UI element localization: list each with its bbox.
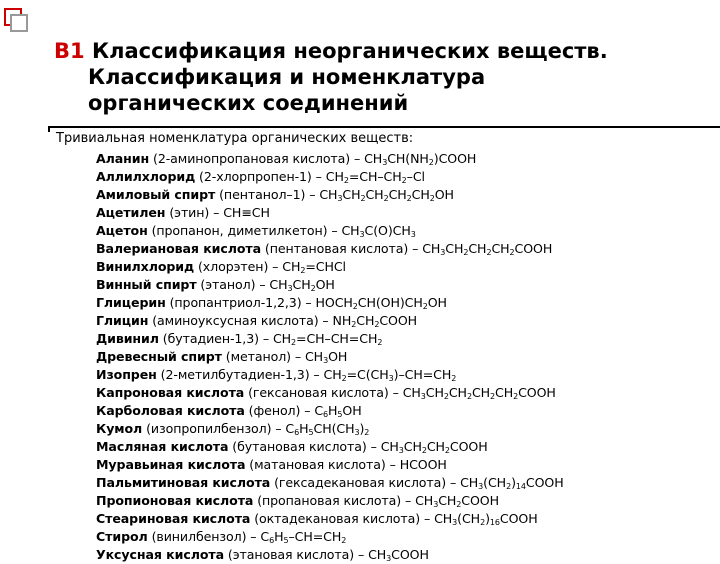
- compound-name: Уксусная кислота: [96, 547, 224, 562]
- formula-subscript: 3: [440, 248, 446, 257]
- compound-description: (этин) –: [165, 205, 224, 220]
- gray-square-icon: [10, 14, 28, 32]
- formula-part: CH: [411, 187, 430, 202]
- compound-description: (гексадекановая кислота) –: [270, 475, 461, 490]
- formula-subscript: 3: [388, 374, 394, 383]
- formula-subscript: 2: [466, 392, 472, 401]
- formula-subscript: 2: [352, 302, 358, 311]
- formula-subscript: 16: [489, 518, 500, 527]
- formula-part: CH: [319, 187, 338, 202]
- formula-part: CH: [402, 385, 421, 400]
- compound-name: Капроновая кислота: [96, 385, 245, 400]
- formula-part: CH(NH: [387, 151, 429, 166]
- formula-subscript: 3: [287, 284, 293, 293]
- compound-name: Муравьиная кислота: [96, 457, 246, 472]
- compound-formula: [282, 259, 346, 274]
- compound-description: (этановая кислота) –: [223, 547, 369, 562]
- formula-part: CH: [468, 241, 487, 256]
- formula-subscript: 2: [343, 176, 349, 185]
- compound-formula: [368, 547, 429, 562]
- formula-subscript: 2: [377, 338, 383, 347]
- compound-name: Древесный спирт: [96, 349, 222, 364]
- formula-subscript: 2: [421, 446, 427, 455]
- formula-part: CH: [438, 493, 457, 508]
- formula-subscript: 2: [506, 482, 512, 491]
- formula-part: CH: [434, 511, 453, 526]
- formula-part: (CH: [457, 511, 481, 526]
- formula-subscript: 2: [509, 248, 515, 257]
- compound-formula: [422, 241, 552, 256]
- compound-description: (аминоуксусная кислота) –: [148, 313, 333, 328]
- formula-part: CH: [282, 259, 301, 274]
- formula-subscript: 3: [382, 158, 388, 167]
- list-item: [96, 366, 716, 384]
- formula-part: CH: [403, 439, 422, 454]
- formula-part: H: [328, 403, 338, 418]
- compound-name: Масляная кислота: [96, 439, 229, 454]
- compound-name: Амиловый спирт: [96, 187, 216, 202]
- formula-part: ): [485, 511, 490, 526]
- compound-description: (пентановая кислота) –: [261, 241, 423, 256]
- compound-formula: [223, 205, 270, 220]
- compound-name: Карболовая кислота: [96, 403, 245, 418]
- formula-part: CH: [380, 439, 399, 454]
- formula-part: CH: [388, 187, 407, 202]
- formula-part: CH: [364, 151, 383, 166]
- formula-part: COOH: [525, 475, 564, 490]
- compound-description: (метанол) –: [221, 349, 305, 364]
- formula-part: C: [285, 421, 295, 436]
- compound-formula: [381, 439, 488, 454]
- compound-name: Ацетон: [96, 223, 148, 238]
- compound-name: Винный спирт: [96, 277, 197, 292]
- compound-description: (бутановая кислота) –: [228, 439, 381, 454]
- formula-subscript: 2: [443, 392, 449, 401]
- formula-subscript: 3: [452, 518, 458, 527]
- formula-subscript: 2: [406, 194, 412, 203]
- formula-subscript: 14: [515, 482, 526, 491]
- compound-name: Глицерин: [96, 295, 166, 310]
- formula-part: CH: [342, 187, 361, 202]
- formula-subscript: 6: [294, 428, 300, 437]
- formula-part: ): [511, 475, 516, 490]
- list-item: [96, 312, 716, 330]
- list-item: [96, 384, 716, 402]
- compound-formula: [305, 349, 347, 364]
- formula-subscript: 2: [401, 176, 407, 185]
- list-item: [96, 474, 716, 492]
- list-item: [96, 294, 716, 312]
- formula-subscript: 3: [323, 356, 329, 365]
- compound-name: Пальмитиновая кислота: [96, 475, 271, 490]
- compound-description: (этанол) –: [196, 277, 270, 292]
- formula-subscript: 2: [456, 500, 462, 509]
- compound-description: (изопропилбензол) –: [142, 421, 286, 436]
- compound-formula: [319, 187, 454, 202]
- compound-formula: [434, 511, 537, 526]
- formula-part: )–CH=CH: [393, 367, 452, 382]
- compound-name: Ацетилен: [96, 205, 166, 220]
- formula-subscript: 5: [308, 428, 314, 437]
- formula-subscript: 3: [354, 428, 360, 437]
- list-item: [96, 330, 716, 348]
- formula-part: COOH: [379, 313, 418, 328]
- formula-part: OH: [328, 349, 348, 364]
- compound-name: Глицин: [96, 313, 149, 328]
- formula-subscript: 2: [341, 536, 347, 545]
- list-item: [96, 204, 716, 222]
- formula-part: C(O)CH: [364, 223, 411, 238]
- formula-part: CH(CH: [313, 421, 355, 436]
- formula-part: CH: [325, 169, 344, 184]
- formula-part: HOCH: [315, 295, 353, 310]
- compound-formula: [314, 403, 361, 418]
- formula-part: CH: [269, 277, 288, 292]
- compound-formula: [400, 457, 447, 472]
- list-item: [96, 492, 716, 510]
- formula-part: CH: [495, 385, 514, 400]
- formula-subscript: 2: [428, 158, 434, 167]
- formula-subscript: 3: [433, 500, 439, 509]
- list-item: [96, 348, 716, 366]
- title-line-2: Классификация и номенклатура: [88, 65, 486, 89]
- formula-part: CH: [425, 385, 444, 400]
- compound-name: Аланин: [96, 151, 150, 166]
- formula-part: CH: [422, 241, 441, 256]
- title-number: B1: [54, 39, 85, 63]
- list-item: [96, 528, 716, 546]
- formula-subscript: 6: [269, 536, 275, 545]
- formula-part: CH: [448, 385, 467, 400]
- formula-part: OH: [434, 187, 454, 202]
- compound-name: Дивинил: [96, 331, 159, 346]
- corner-decoration: [0, 0, 22, 112]
- formula-part: CH(OH)CH: [357, 295, 423, 310]
- compound-name: Пропионовая кислота: [96, 493, 254, 508]
- list-item: [96, 456, 716, 474]
- title-divider-tick: [48, 126, 50, 132]
- formula-subscript: 3: [478, 482, 484, 491]
- compound-description: (гексановая кислота) –: [244, 385, 403, 400]
- formula-part: C: [314, 403, 324, 418]
- formula-part: ): [359, 421, 365, 436]
- compound-name: Аллилхлорид: [96, 169, 196, 184]
- compound-formula: [341, 223, 415, 238]
- formula-part: CH: [272, 331, 292, 346]
- formula-part: )COOH: [433, 151, 477, 166]
- compound-formula: [403, 385, 556, 400]
- formula-part: =C(CH: [346, 367, 389, 382]
- formula-part: C: [260, 529, 270, 544]
- formula-part: CH: [292, 277, 311, 292]
- formula-subscript: 2: [291, 338, 297, 347]
- list-item: [96, 420, 716, 438]
- formula-part: H: [299, 421, 309, 436]
- list-item: [96, 510, 716, 528]
- formula-subscript: 2: [383, 194, 389, 203]
- compound-description: (пропановая кислота) –: [253, 493, 416, 508]
- formula-part: COOH: [499, 511, 538, 526]
- compound-description: (2-аминопропановая кислота) –: [149, 151, 365, 166]
- list-item: [96, 258, 716, 276]
- formula-subscript: 3: [359, 230, 365, 239]
- formula-part: OH: [315, 277, 335, 292]
- formula-subscript: 6: [323, 410, 329, 419]
- formula-subscript: 3: [386, 554, 392, 563]
- formula-part: OH: [342, 403, 362, 418]
- formula-part: =CH–CH: [348, 169, 402, 184]
- formula-part: CH: [323, 367, 342, 382]
- formula-subscript: 2: [480, 518, 486, 527]
- formula-subscript: 2: [364, 428, 370, 437]
- list-item: [96, 546, 716, 564]
- compound-description: (бутадиен-1,3) –: [158, 331, 273, 346]
- formula-part: HCOOH: [399, 457, 447, 472]
- compound-name: Стеариновая кислота: [96, 511, 251, 526]
- formula-subscript: 2: [444, 446, 450, 455]
- formula-part: =CH–CH=CH: [296, 331, 378, 346]
- formula-part: –CH=CH: [288, 529, 342, 544]
- formula-subscript: 3: [420, 392, 426, 401]
- compound-description: (пентанол–1) –: [215, 187, 320, 202]
- title-line-3: органических соединений: [88, 91, 409, 115]
- slide-title: [54, 38, 714, 116]
- compound-description: (2-метилбутадиен-1,3) –: [156, 367, 324, 382]
- formula-subscript: 2: [490, 392, 496, 401]
- formula-part: CH: [426, 439, 445, 454]
- formula-part: CH: [460, 475, 479, 490]
- compound-formula: [364, 151, 476, 166]
- compound-name: Валериановая кислота: [96, 241, 262, 256]
- formula-part: COOH: [514, 241, 553, 256]
- list-item: [96, 222, 716, 240]
- formula-subscript: 2: [429, 194, 435, 203]
- nomenclature-list: [96, 150, 716, 564]
- compound-description: (матановая кислота) –: [245, 457, 400, 472]
- formula-part: H: [274, 529, 284, 544]
- compound-description: (октадекановая кислота) –: [250, 511, 435, 526]
- list-item: [96, 150, 716, 168]
- list-item: [96, 402, 716, 420]
- formula-part: (CH: [483, 475, 507, 490]
- compound-formula: [326, 169, 425, 184]
- list-item: [96, 240, 716, 258]
- title-divider: [48, 126, 720, 128]
- formula-part: NH: [332, 313, 352, 328]
- formula-part: COOH: [461, 493, 499, 508]
- formula-subscript: 2: [422, 302, 428, 311]
- formula-subscript: 2: [486, 248, 492, 257]
- formula-subscript: 2: [351, 320, 357, 329]
- title-line-1: Классификация неорганических веществ.: [91, 39, 608, 63]
- formula-part: CH: [365, 187, 384, 202]
- formula-subscript: 5: [337, 410, 343, 419]
- formula-part: CH: [471, 385, 491, 400]
- list-item: [96, 186, 716, 204]
- compound-formula: [324, 367, 457, 382]
- formula-part: CH: [356, 313, 375, 328]
- formula-part: CH: [491, 241, 510, 256]
- compound-description: (2-хлорпропен-1) –: [195, 169, 326, 184]
- compound-name: Изопрен: [96, 367, 157, 382]
- formula-part: CH: [341, 223, 360, 238]
- formula-subscript: 2: [310, 284, 316, 293]
- compound-description: (фенол) –: [244, 403, 315, 418]
- formula-part: CH: [368, 547, 387, 562]
- formula-subscript: 2: [463, 248, 469, 257]
- list-item: [96, 438, 716, 456]
- compound-description: (пропантриол-1,2,3) –: [165, 295, 316, 310]
- compound-formula: [273, 331, 382, 346]
- compound-name: Стирол: [96, 529, 148, 544]
- formula-part: CH≡CH: [223, 205, 270, 220]
- formula-subscript: 2: [451, 374, 457, 383]
- formula-subscript: 2: [360, 194, 366, 203]
- compound-formula: [269, 277, 334, 292]
- formula-part: CH: [445, 241, 464, 256]
- list-item: [96, 168, 716, 186]
- formula-part: COOH: [449, 439, 488, 454]
- formula-part: CH: [415, 493, 434, 508]
- compound-formula: [460, 475, 563, 490]
- formula-subscript: 2: [374, 320, 380, 329]
- formula-part: COOH: [518, 385, 556, 400]
- compound-description: (винилбензол) –: [147, 529, 261, 544]
- formula-part: COOH: [391, 547, 429, 562]
- compound-formula: [260, 529, 346, 544]
- compound-description: (пропанон, диметилкетон) –: [147, 223, 342, 238]
- compound-description: (хлорэтен) –: [194, 259, 283, 274]
- formula-part: =CHCl: [305, 259, 346, 274]
- formula-subscript: 2: [341, 374, 347, 383]
- compound-name: Кумол: [96, 421, 143, 436]
- formula-part: –Cl: [406, 169, 425, 184]
- compound-name: Винилхлорид: [96, 259, 195, 274]
- formula-subscript: 3: [337, 194, 343, 203]
- formula-subscript: 3: [398, 446, 404, 455]
- intro-text: Тривиальная номенклатура органических веществ:: [56, 131, 414, 146]
- list-item: [96, 276, 716, 294]
- formula-part: OH: [427, 295, 447, 310]
- formula-part: CH: [304, 349, 324, 364]
- formula-subscript: 2: [513, 392, 519, 401]
- compound-formula: [285, 421, 369, 436]
- formula-subscript: 2: [300, 266, 306, 275]
- compound-formula: [415, 493, 499, 508]
- formula-subscript: 5: [283, 536, 289, 545]
- compound-formula: [316, 295, 447, 310]
- compound-formula: [333, 313, 417, 328]
- formula-subscript: 3: [410, 230, 416, 239]
